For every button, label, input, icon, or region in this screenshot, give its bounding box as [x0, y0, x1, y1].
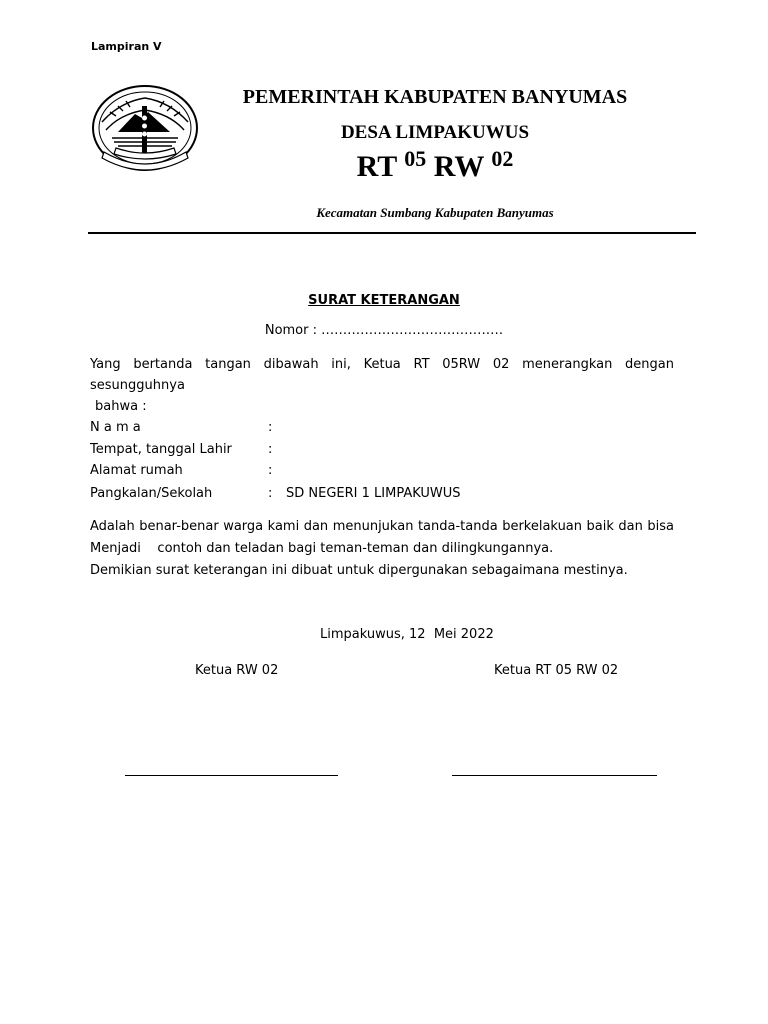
header-divider — [88, 232, 696, 234]
rw-number: 02 — [491, 146, 514, 171]
field-separator: : — [268, 463, 273, 478]
signature-left-line — [125, 775, 338, 776]
field-label: N a m a — [90, 420, 141, 435]
header-kecamatan: Kecamatan Sumbang Kabupaten Banyumas — [316, 205, 554, 220]
rw-label: RW — [433, 150, 484, 183]
header-government: PEMERINTAH KABUPATEN BANYUMAS — [242, 86, 628, 108]
field-separator: : — [268, 442, 273, 457]
field-label: Alamat rumah — [90, 463, 183, 478]
field-label: Pangkalan/Sekolah — [90, 486, 213, 501]
body-paragraph — [90, 516, 674, 582]
intro-line-1: Yang bertanda tangan dibawah ini, Ketua RT 05RW 02 menerangkan dengan sesungguhnya — [90, 357, 674, 393]
intro-paragraph — [90, 354, 674, 417]
signature-right-title: Ketua RT 05 RW 02 — [494, 663, 619, 678]
field-separator: : — [268, 486, 273, 501]
rt-number: 05 — [404, 146, 427, 171]
header-village: DESA LIMPAKUWUS — [340, 122, 530, 143]
body-line-3: Demikian surat keterangan ini dibuat untuk dipergunakan sebagaimana mestinya. — [90, 563, 628, 578]
signature-left-title: Ketua RW 02 — [195, 663, 279, 678]
signature-right-line — [452, 775, 657, 776]
place-date: Limpakuwus, 12 Mei 2022 — [320, 627, 494, 642]
letter-number: Nomor : …………………………………… — [264, 323, 504, 338]
intro-line-2: bahwa : — [95, 399, 147, 414]
header-rt-rw — [200, 146, 670, 184]
field-label: Tempat, tanggal Lahir — [90, 442, 232, 457]
body-line-2: Menjadi contoh dan teladan bagi teman-teman dan dilingkungannya. — [90, 541, 554, 556]
rt-label: RT — [356, 150, 397, 183]
attachment-label: Lampiran V — [91, 40, 162, 53]
body-line-1: Adalah benar-benar warga kami dan menunjukan tanda-tanda berkelakuan baik dan bisa — [90, 519, 674, 534]
field-value: SD NEGERI 1 LIMPAKUWUS — [286, 486, 461, 501]
letter-title: SURAT KETERANGAN — [308, 293, 460, 308]
regency-emblem-icon — [90, 84, 200, 176]
field-separator: : — [268, 420, 273, 435]
